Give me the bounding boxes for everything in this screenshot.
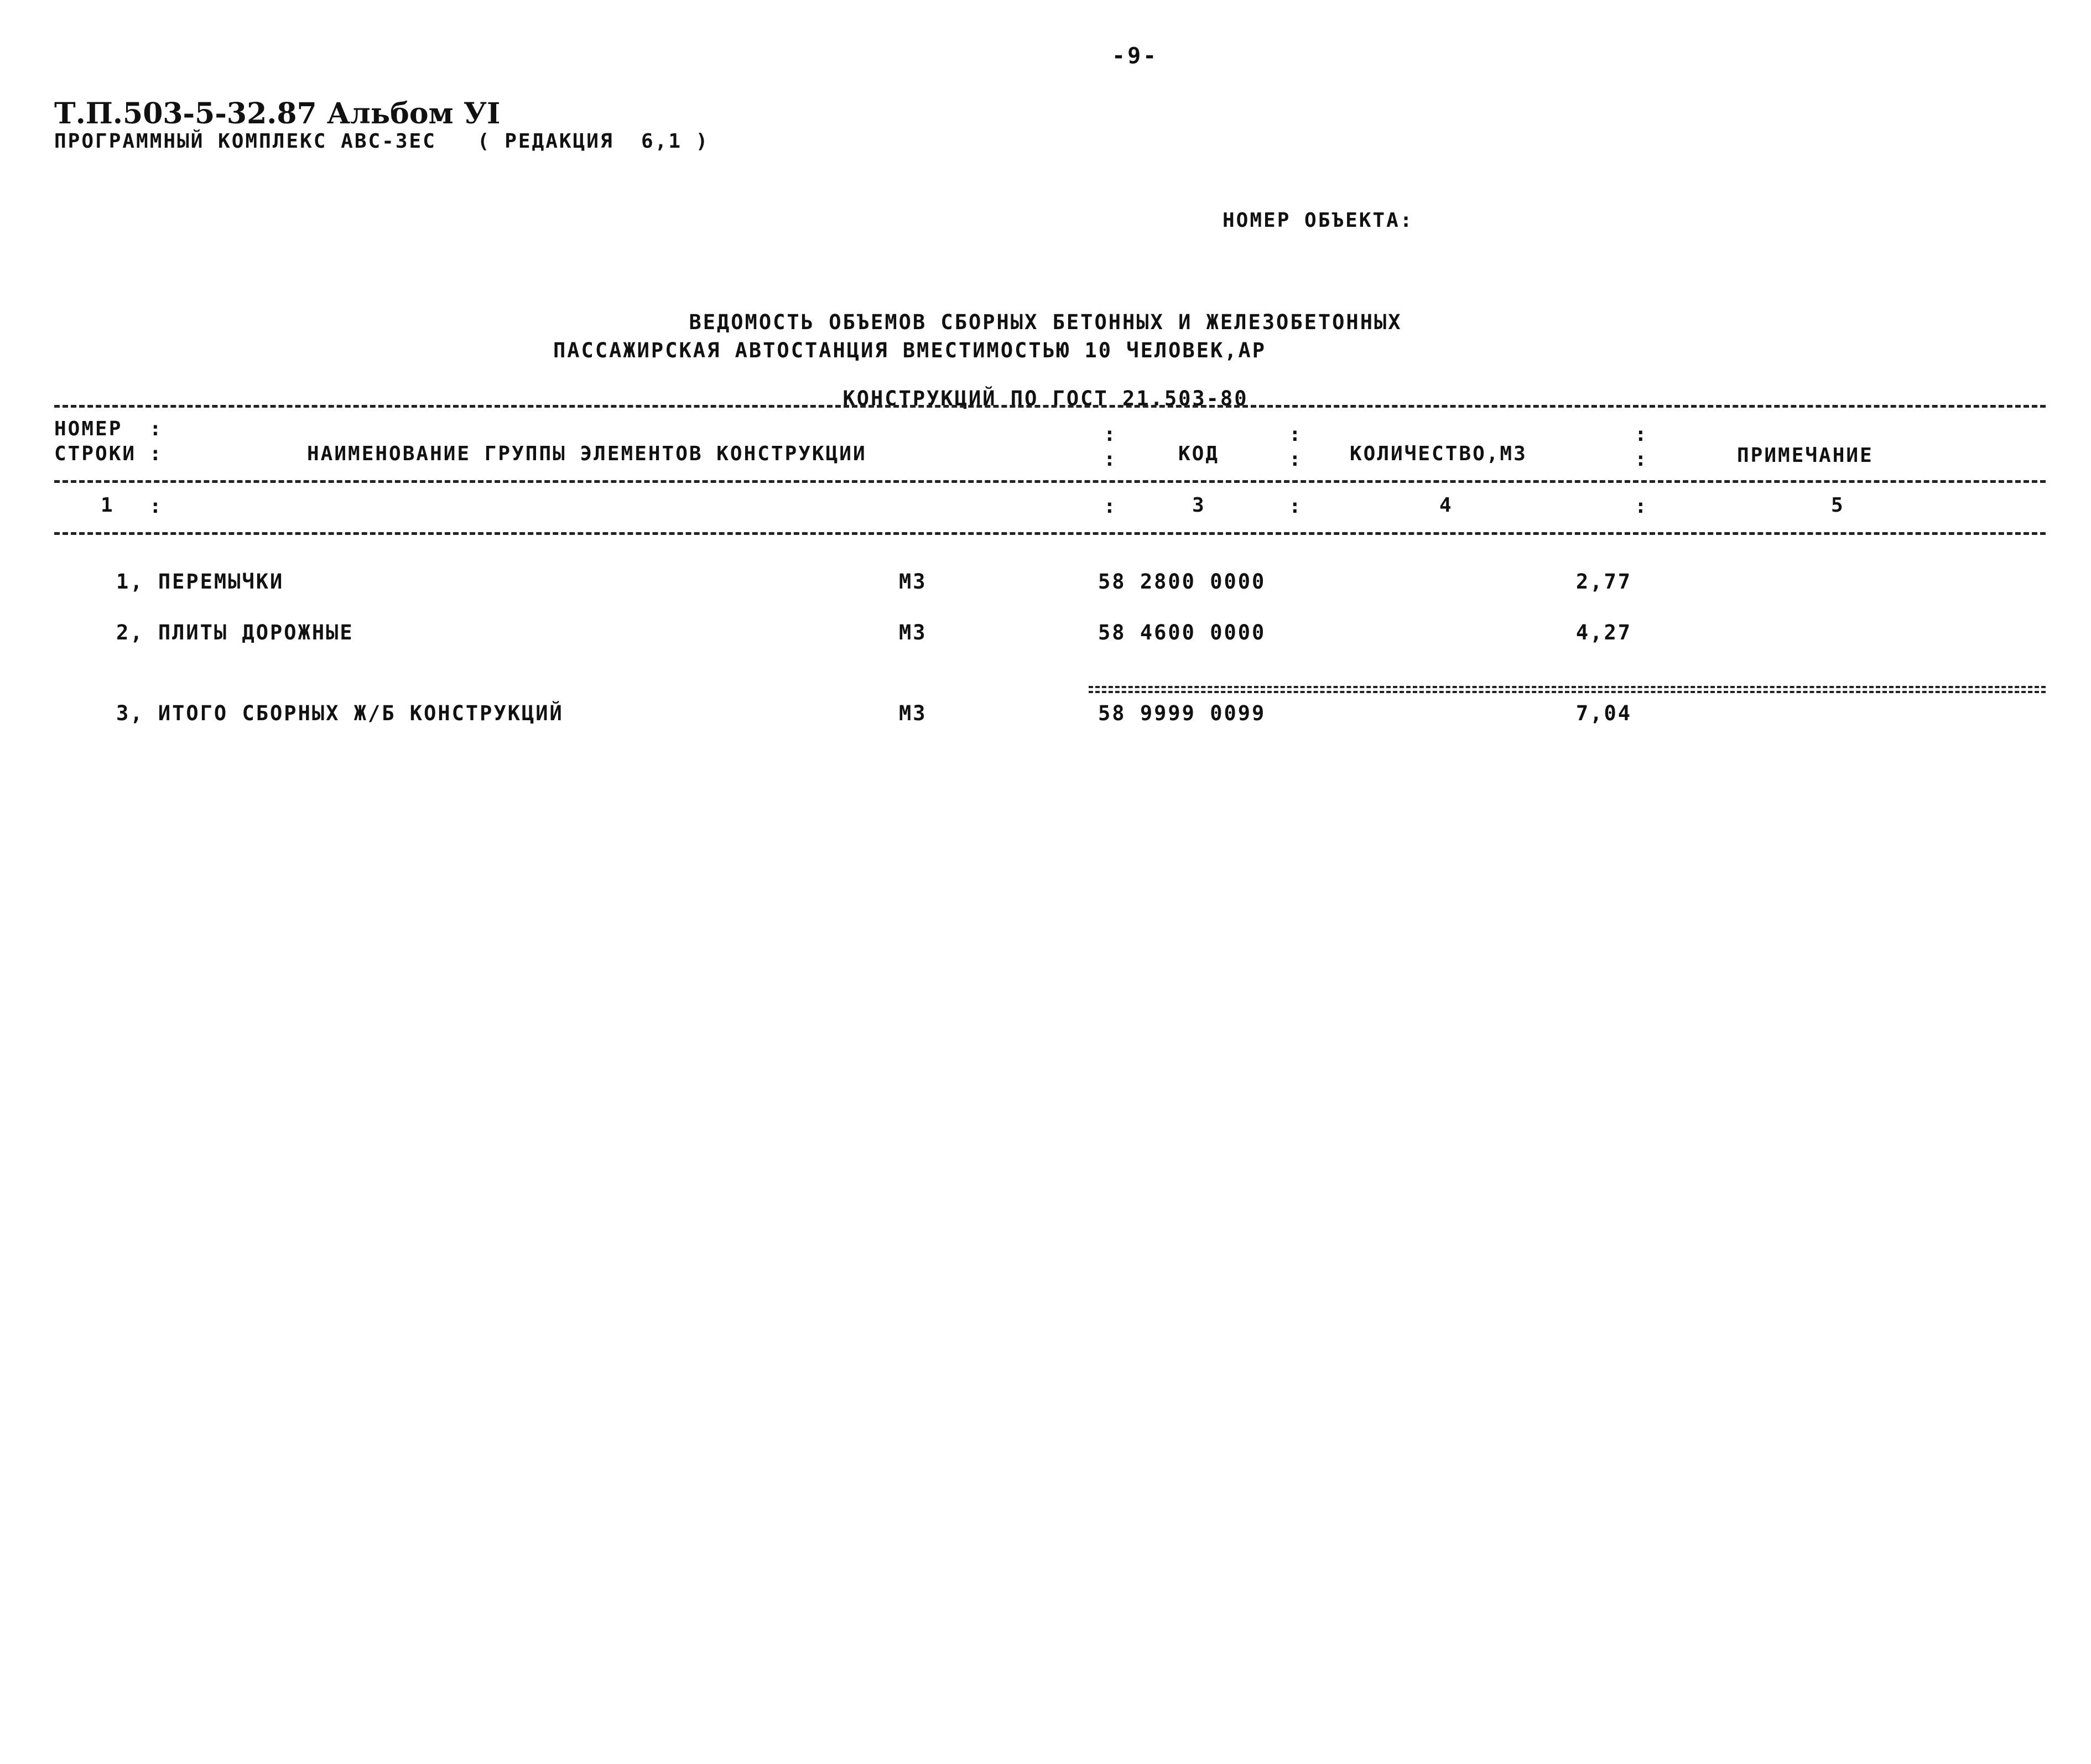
total-rule xyxy=(1089,686,2046,688)
table-top-rule xyxy=(54,405,2046,408)
header-row-no-1: НОМЕР xyxy=(54,418,123,440)
title-line-1: ВЕДОМОСТЬ ОБЪЕМОВ СБОРНЫХ БЕТОННЫХ И ЖЕЛЕЗОБЕТОННЫХ xyxy=(689,310,1402,334)
title-line-2: КОНСТРУКЦИЙ ПО ГОСТ 21.503-80 xyxy=(842,387,1249,410)
row-code: 58 9999 0099 xyxy=(1098,701,1266,725)
column-number-4: 4 xyxy=(1439,494,1453,517)
header-separator: : xyxy=(1289,423,1301,446)
document-id: Т.П.503-5-32.87 Альбом УI xyxy=(54,97,501,131)
column-number-separator: : xyxy=(1104,495,1116,518)
row-quantity: 4,27 xyxy=(1575,621,1632,644)
header-rule xyxy=(54,480,2046,483)
program-line: ПРОГРАММНЫЙ КОМПЛЕКС АВС-3ЕС ( РЕДАКЦИЯ 6,1 ) xyxy=(54,130,710,153)
column-number-1: 1 xyxy=(101,494,115,517)
header-note: ПРИМЕЧАНИЕ xyxy=(1737,444,1874,467)
column-number-5: 5 xyxy=(1831,494,1845,517)
row-code: 58 2800 0000 xyxy=(1098,570,1266,594)
header-separator: : xyxy=(149,443,162,465)
row-code: 58 4600 0000 xyxy=(1098,621,1266,644)
column-number-separator: : xyxy=(149,495,162,518)
header-quantity: КОЛИЧЕСТВО,М3 xyxy=(1350,443,1527,465)
header-row-no-2: СТРОКИ xyxy=(54,443,137,465)
row-unit: М3 xyxy=(899,701,927,725)
header-separator: : xyxy=(1635,448,1647,471)
document-subtitle: ПАССАЖИРСКАЯ АВТОСТАНЦИЯ ВМЕСТИМОСТЬЮ 10 ЧЕЛОВЕК,АР xyxy=(553,339,1267,362)
row-name: 2, ПЛИТЫ ДОРОЖНЫЕ xyxy=(116,621,354,644)
column-number-separator: : xyxy=(1289,495,1301,518)
header-name: НАИМЕНОВАНИЕ ГРУППЫ ЭЛЕМЕНТОВ КОНСТРУКЦИИ xyxy=(307,443,867,465)
row-quantity: 7,04 xyxy=(1575,701,1632,725)
header-code: КОД xyxy=(1178,443,1220,465)
header-separator: : xyxy=(1104,423,1116,446)
header-separator: : xyxy=(1289,448,1301,471)
header-separator: : xyxy=(1104,448,1116,471)
column-number-3: 3 xyxy=(1192,494,1206,517)
row-name: 1, ПЕРЕМЫЧКИ xyxy=(116,570,284,594)
header-separator: : xyxy=(1635,423,1647,446)
column-numbers-rule xyxy=(54,532,2046,535)
column-number-separator: : xyxy=(1635,495,1647,518)
object-number-label: НОМЕР ОБЪЕКТА: xyxy=(1223,209,1414,232)
row-name: 3, ИТОГО СБОРНЫХ Ж/Б КОНСТРУКЦИЙ xyxy=(116,701,564,725)
row-quantity: 2,77 xyxy=(1575,570,1632,594)
page-number: -9- xyxy=(1112,43,1159,69)
header-separator: : xyxy=(149,418,162,440)
row-unit: М3 xyxy=(899,621,927,644)
row-unit: М3 xyxy=(899,570,927,594)
